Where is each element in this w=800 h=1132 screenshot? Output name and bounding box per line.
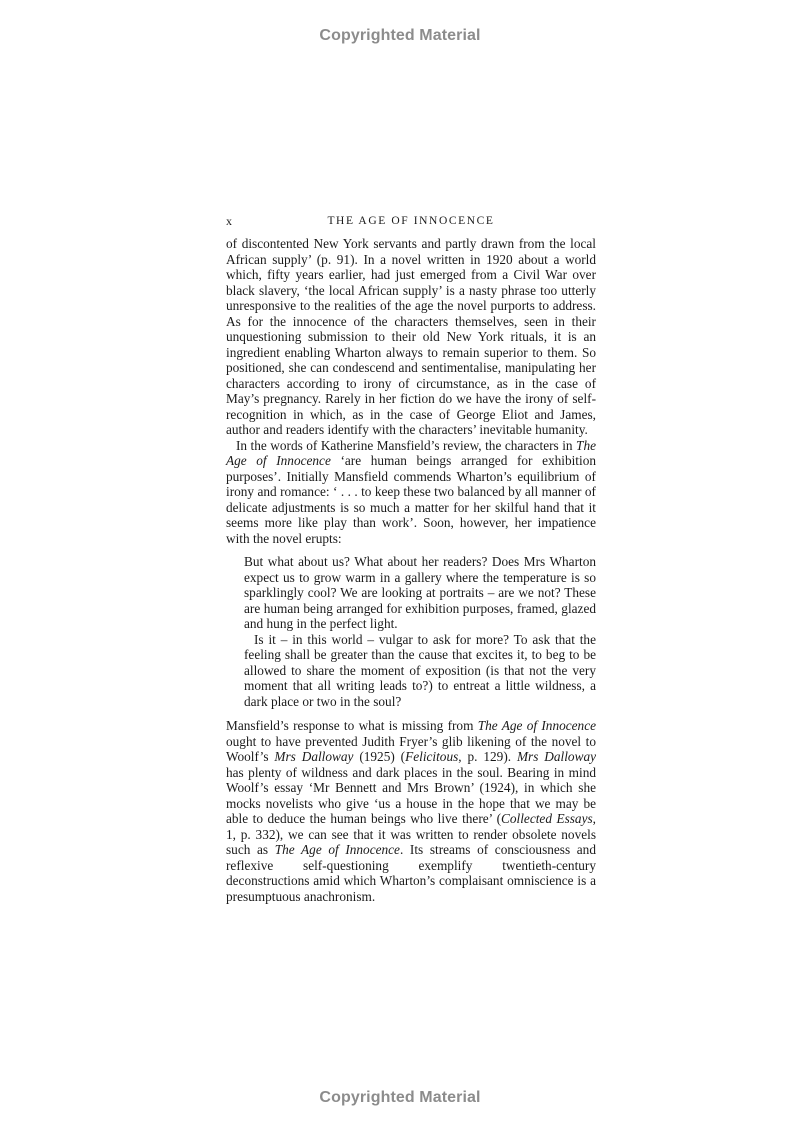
book-title-italic: Collected Essays (501, 811, 593, 826)
book-title-italic: Felicitous (405, 749, 459, 764)
running-head-title: THE AGE OF INNOCENCE (327, 215, 495, 227)
book-title-italic: Mrs Dalloway (274, 749, 354, 764)
block-quote (244, 554, 596, 709)
book-title-italic: The Age of Innocence (274, 842, 400, 857)
paragraph-2 (226, 438, 596, 547)
text-run: Mansfield’s response to what is missing from (226, 718, 478, 733)
book-title-italic: The Age of Innocence (477, 718, 596, 733)
paragraph-1: of discontented New York servants and partly drawn from the local African supply’ (p. 91). In a novel written in 1920 about a world which, fifty years earlier, had just emerged from a Civil War over black slavery, ‘the local African supply’ is a nasty phrase too utterly unresponsive to the realities of the age the novel purports to address. As for the innocence of the characters themselves, seen in their unquestioning submission to their old New York rituals, it is an ingredient enabling Wharton always to remain superior to them. So positioned, she can condescend and sentimentalise, manipulating her characters according to irony of circumstance, as in the case of May’s pregnancy. Rarely in her fiction do we have the irony of self-recognition in which, as in the case of George Eliot and James, author and readers identify with the characters’ inevitable humanity. (226, 236, 596, 437)
watermark-top: Copyrighted Material (319, 27, 481, 44)
watermark-bottom: Copyrighted Material (319, 1089, 481, 1106)
running-head (226, 214, 596, 232)
book-page (226, 214, 596, 904)
book-title-italic: Mrs Dalloway (516, 749, 596, 764)
text-run: (1925) ( (353, 749, 406, 764)
text-run: , p. 129). (458, 749, 517, 764)
text-run: In the words of Katherine Mansfield’s review, the characters in (236, 437, 577, 453)
text-run: ought to have prevented Judith Fryer’s glib likening of the novel to Woolf’s (226, 733, 596, 764)
page-number: x (226, 214, 233, 228)
text-run: has plenty of wildness and dark places in the soul. Bearing in mind Woolf’s essay ‘Mr Bennett and Mrs Brown’ (1924), in which she mocks novelists who give ‘us a house in the hope that we may be able to deduce the human beings who live there’ ( (226, 764, 596, 826)
quote-paragraph-1: But what about us? What about her readers? Does Mrs Wharton expect us to grow warm in a gallery where the temperature is so sparklingly cool? We are looking at portraits – are we not? These are human being arranged for exhibition purposes, framed, glazed and hung in the perfect light. (244, 554, 596, 631)
text-run: ‘are human beings arranged for exhibition purposes’. Initially Mansfield commends Wharton’s equilibrium of irony and romance: ‘ . . . to keep these two balanced by all manner of delicate adjustments is so much a matter for her skilful hand that it seems more like play than work’. Soon, however, her impatience with the novel erupts: (226, 453, 596, 546)
book-title-italic: The Age of Innocence (226, 437, 596, 468)
quote-paragraph-2: Is it – in this world – vulgar to ask for more? To ask that the feeling shall be greater than the cause that excites it, to beg to be allowed to share the moment of exposition (is that not the very moment that all writing leads to?) to entreat a little wildness, a dark place or two in the soul? (244, 631, 596, 709)
text-run: . Its streams of consciousness and reflexive self-questioning exemplify twentieth-century deconstructions amid which Wharton’s complaisant omniscience is a presumptuous anachronism. (226, 842, 596, 904)
text-run: , 1, p. 332), we can see that it was written to render obsolete novels such as (226, 811, 596, 857)
paragraph-3 (226, 718, 596, 904)
